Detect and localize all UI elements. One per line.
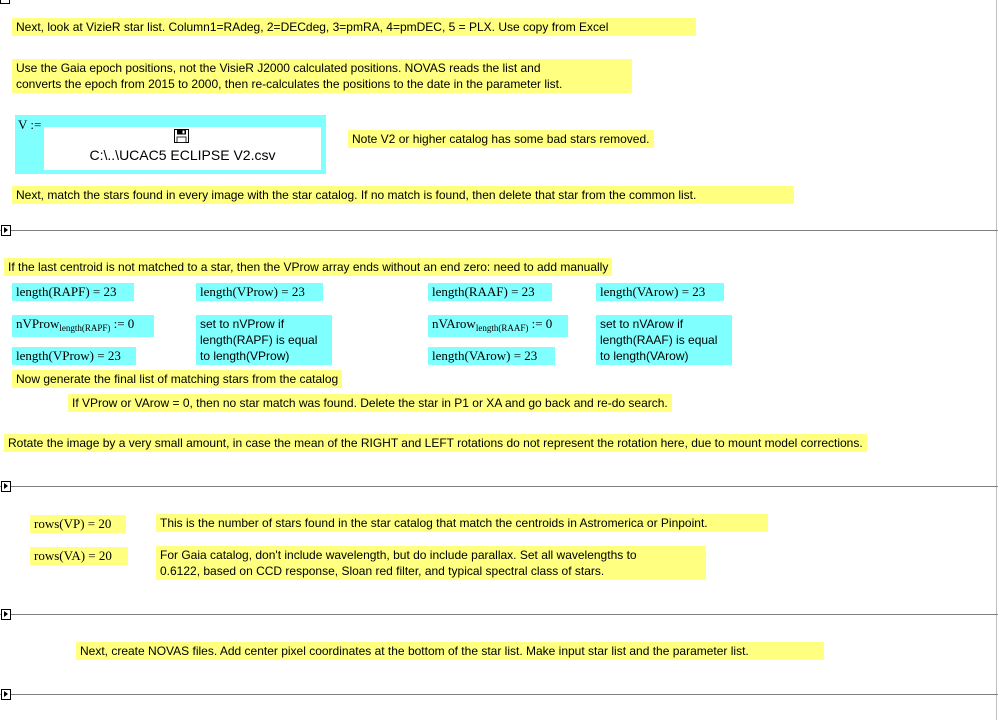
- rows-va-desc-line-2: 0.6122, based on CCD response, Sloan red filter, and typical spectral class of stars.: [160, 564, 605, 578]
- region-collapse-arrow-icon[interactable]: [1, 225, 11, 236]
- length-vprow-eval[interactable]: length(VProw) = 23: [196, 283, 323, 301]
- rows-va-desc-line-1: For Gaia catalog, don't include wavelength, but do include parallax. Set all wavelengths to: [160, 548, 637, 562]
- nvarow-value: := 0: [531, 316, 553, 331]
- nvprow-expl-line-1: set to nVProw if: [200, 317, 285, 331]
- vizier-instruction: Next, look at VizieR star list. Column1=RAdeg, 2=DECdeg, 3=pmRA, 4=pmDEC, 5 = PLX. Use copy from Excel: [12, 18, 696, 36]
- region-divider-2: [0, 486, 998, 487]
- length-rapf-eval[interactable]: length(RAPF) = 23: [12, 283, 134, 301]
- nvprow-definition[interactable]: [12, 315, 154, 337]
- region-collapse-arrow-icon[interactable]: [1, 689, 11, 700]
- file-read-component[interactable]: [15, 115, 326, 174]
- gaia-epoch-line-1: Use the Gaia epoch positions, not the VisieR J2000 calculated positions. NOVAS reads the list and: [16, 61, 541, 75]
- nvprow-expl-line-3: to length(VProw): [200, 349, 290, 363]
- novas-files-note: Next, create NOVAS files. Add center pixel coordinates at the bottom of the star list. Make input star list and the parameter list.: [76, 642, 824, 660]
- gaia-epoch-note: [12, 59, 632, 93]
- file-path-text: C:\..\UCAC5 ECLIPSE V2.csv: [89, 147, 276, 163]
- nvprow-value: := 0: [113, 316, 135, 331]
- rows-vp-eval[interactable]: rows(VP) = 20: [30, 515, 126, 533]
- floppy-disk-icon[interactable]: [174, 129, 189, 143]
- nvarow-definition[interactable]: [428, 315, 568, 337]
- nvarow-expl-line-3: to length(VArow): [600, 349, 689, 363]
- length-varow-eval[interactable]: length(VArow) = 23: [596, 283, 724, 301]
- page-right-border: [996, 0, 997, 720]
- nvarow-subscript: length(RAAF): [475, 323, 529, 333]
- nvarow-explanation: [596, 315, 732, 365]
- no-match-note: If VProw or VArow = 0, then no star match was found. Delete the star in P1 or XA and go back and re-do search.: [68, 394, 672, 412]
- length-vprow-eval-2[interactable]: length(VProw) = 23: [12, 347, 136, 365]
- region-corner-marker: [0, 0, 10, 4]
- generate-final-list-note: Now generate the final list of matching stars from the catalog: [12, 370, 342, 388]
- region-divider-1: [0, 230, 998, 231]
- region-divider-4: [0, 694, 998, 695]
- rows-va-eval[interactable]: rows(VA) = 20: [30, 547, 128, 565]
- nvarow-name: nVArow: [432, 316, 476, 331]
- region-collapse-arrow-icon[interactable]: [1, 481, 11, 492]
- nvprow-subscript: length(RAPF): [59, 323, 111, 333]
- region-divider-3: [0, 614, 998, 615]
- rows-vp-description: This is the number of stars found in the star catalog that match the centroids in Astromerica or Pinpoint.: [156, 514, 768, 532]
- match-stars-instruction: Next, match the stars found in every image with the star catalog. If no match is found, then delete that star from the common list.: [12, 186, 794, 204]
- gaia-epoch-line-2: converts the epoch from 2015 to 2000, then re-calculates the positions to the date in the parameter list.: [16, 77, 563, 91]
- file-path-box[interactable]: [44, 127, 321, 170]
- nvarow-expl-line-2: length(RAAF) is equal: [600, 333, 718, 347]
- rows-va-description: [156, 546, 706, 580]
- v-assign-label: V :=: [18, 117, 42, 132]
- nvprow-expl-line-2: length(RAPF) is equal: [200, 333, 318, 347]
- rotate-image-note: Rotate the image by a very small amount, in case the mean of the RIGHT and LEFT rotations do not represent the rotation here, due to mount model corrections.: [4, 434, 867, 452]
- length-varow-eval-2[interactable]: length(VArow) = 23: [428, 347, 555, 365]
- nvarow-expl-line-1: set to nVArow if: [600, 317, 684, 331]
- catalog-version-note: Note V2 or higher catalog has some bad stars removed.: [348, 130, 654, 148]
- last-centroid-note: If the last centroid is not matched to a star, then the VProw array ends without an end zero: need to add manually: [4, 258, 612, 276]
- nvprow-name: nVProw: [16, 316, 60, 331]
- nvprow-explanation: [196, 315, 332, 365]
- region-collapse-arrow-icon[interactable]: [1, 609, 11, 620]
- length-raaf-eval[interactable]: length(RAAF) = 23: [428, 283, 552, 301]
